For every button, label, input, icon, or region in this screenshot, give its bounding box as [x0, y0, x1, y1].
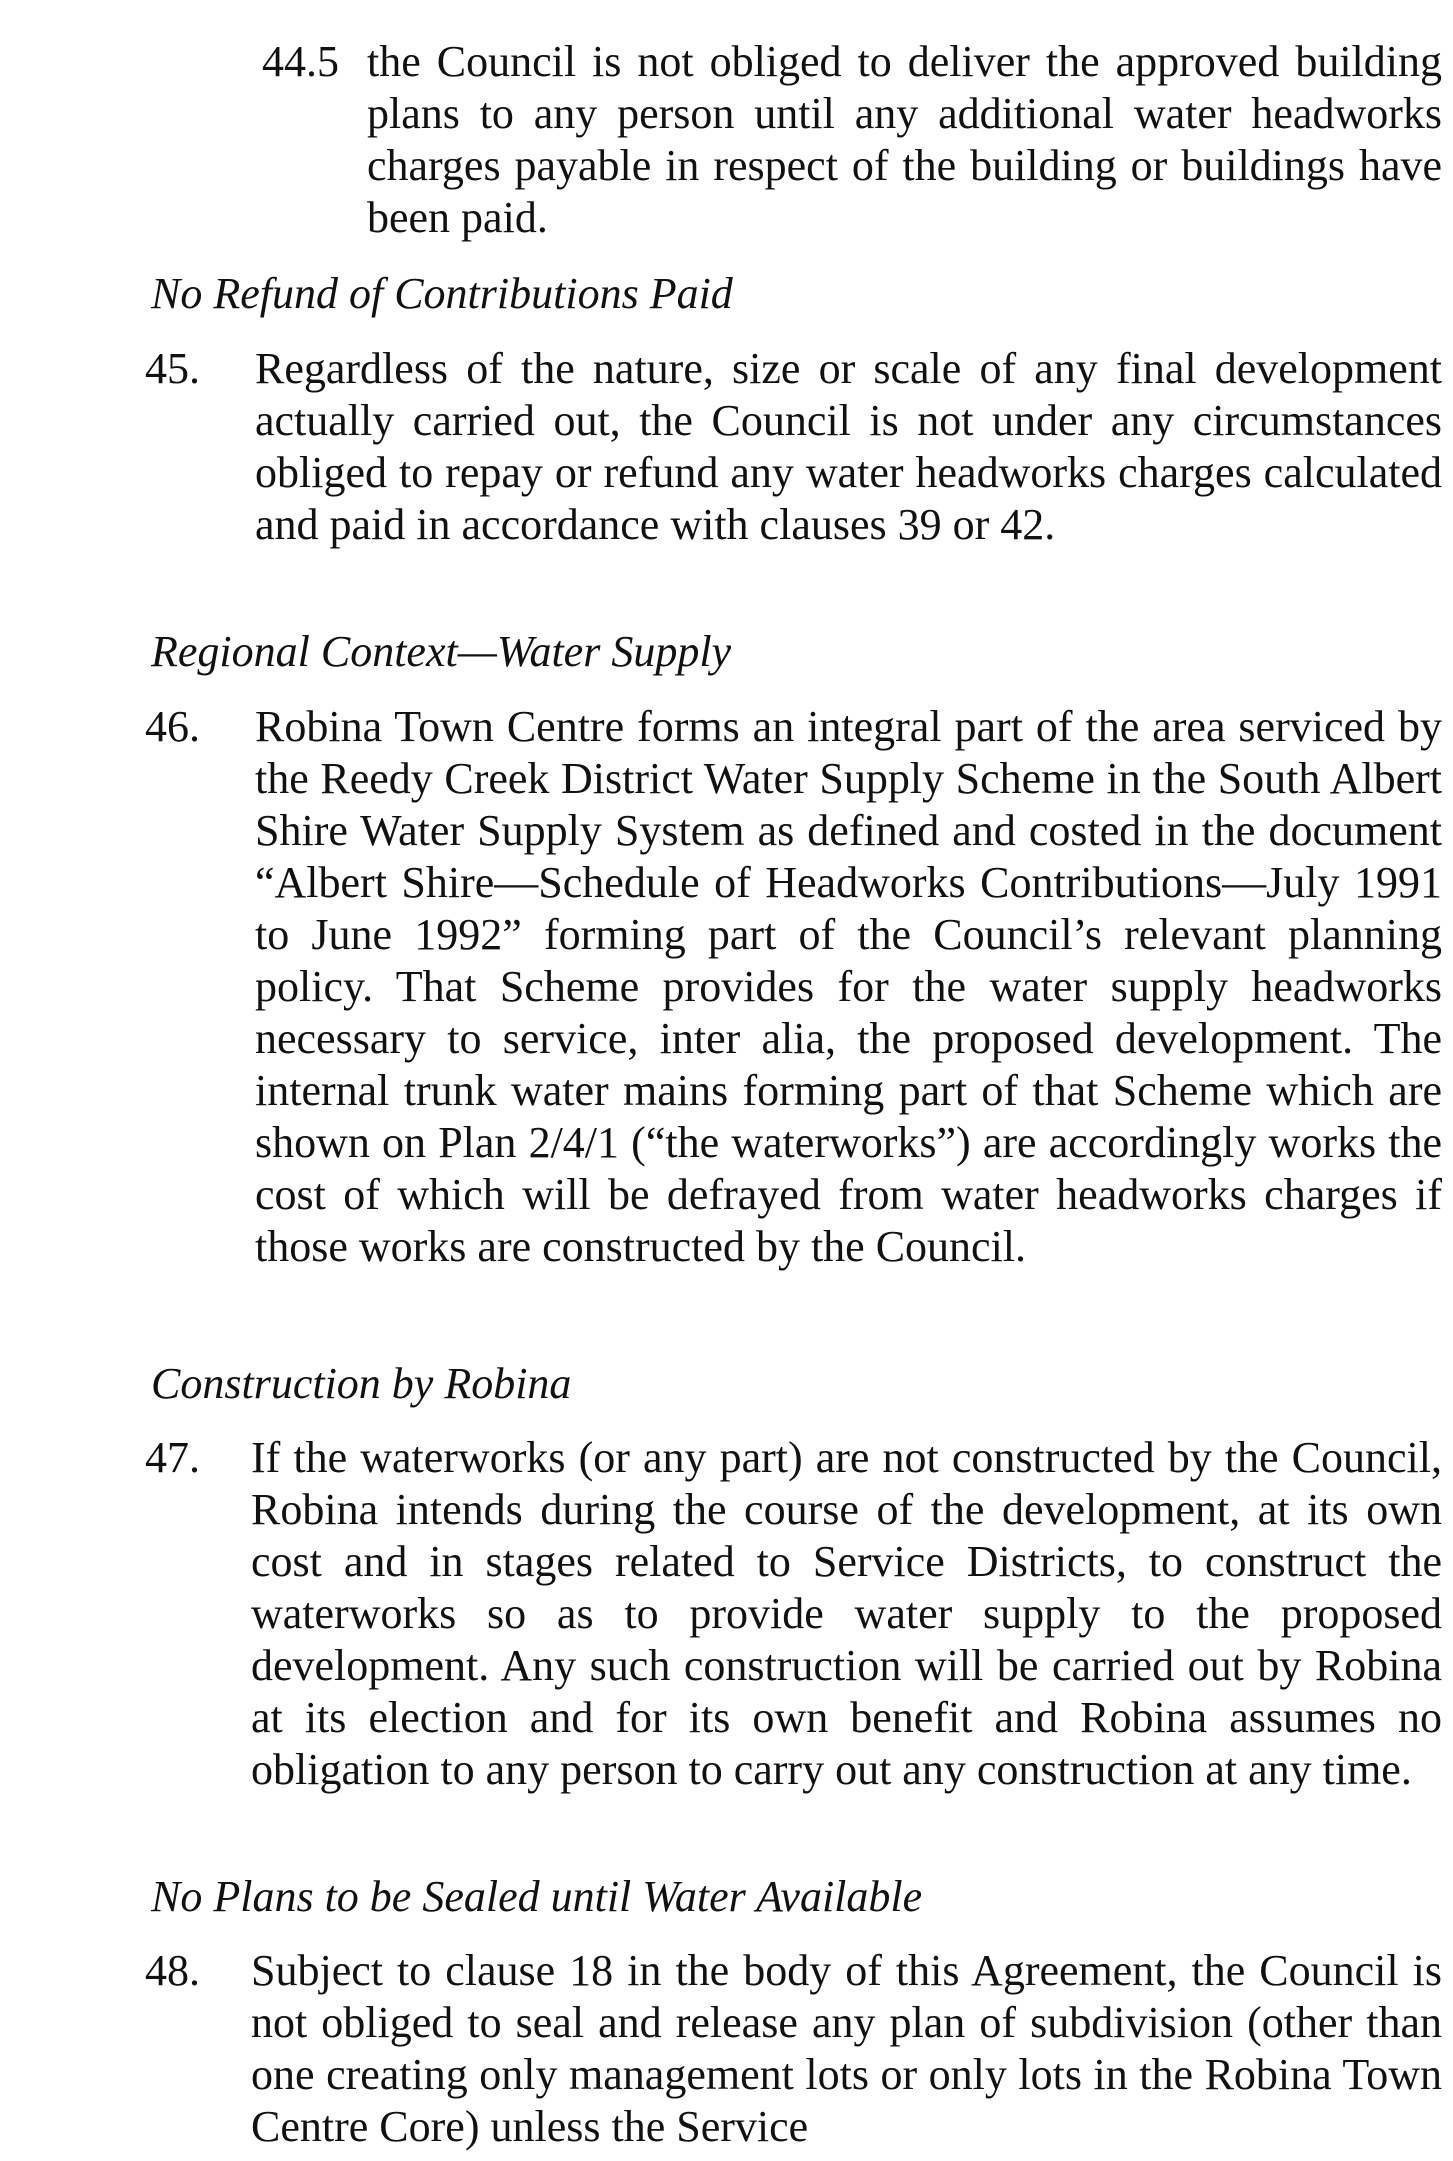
clause-number: 47. [145, 1433, 200, 1482]
section-heading-regional-context: Regional Context—Water Supply [151, 627, 732, 676]
clause-47 [145, 1432, 1442, 1796]
clause-number: 45. [145, 344, 200, 393]
clause-text: Subject to clause 18 in the body of this Agreement, the Council is not obliged to seal and release any plan of subdivision (other than one creating only management lots or only lots in the Robina Town Centre Core) unless the Service [251, 1946, 1442, 2151]
clause-46 [145, 701, 1442, 1273]
clause-45 [145, 343, 1442, 551]
clause-44-5 [262, 36, 1442, 244]
clause-number: 46. [145, 702, 200, 751]
section-heading-no-refund: No Refund of Contributions Paid [151, 269, 733, 318]
clause-text: Robina Town Centre forms an integral part of the area serviced by the Reedy Creek District Water Supply Scheme in the South Albert Shire Water Supply System as defined and costed in the document “Albert Shire—Schedule of Headworks Contributions—July 1991 to June 1992” forming part of the Council’s relevant planning policy. That Scheme provides for the water supply headworks necessary to service, inter alia, the proposed development. The internal trunk water mains forming part of that Scheme which are shown on Plan 2/4/1 (“the waterworks”) are accordingly works the cost of which will be defrayed from water headworks charges if those works are constructed by the Council. [255, 702, 1442, 1271]
section-heading-no-plans-sealed: No Plans to be Sealed until Water Available [151, 1872, 923, 1921]
clause-48 [145, 1945, 1442, 2153]
clause-text: the Council is not obliged to deliver the approved building plans to any person until any additional water headworks charges payable in respect of the building or buildings have been paid. [367, 37, 1442, 242]
clause-text: Regardless of the nature, size or scale of any final development actually carried out, the Council is not under any circumstances obliged to repay or refund any water headworks charges calculated and paid in accordance with clauses 39 or 42. [255, 344, 1442, 549]
section-heading-construction: Construction by Robina [151, 1359, 572, 1408]
clause-text: If the waterworks (or any part) are not constructed by the Council, Robina intends during the course of the development, at its own cost and in stages related to Service Districts, to construct the waterworks so as to provide water supply to the proposed development. Any such construction will be carried out by Robina at its election and for its own benefit and Robina assumes no obligation to any person to carry out any construction at any time. [251, 1433, 1442, 1794]
clause-number: 48. [145, 1946, 200, 1995]
clause-number: 44.5 [262, 37, 339, 86]
